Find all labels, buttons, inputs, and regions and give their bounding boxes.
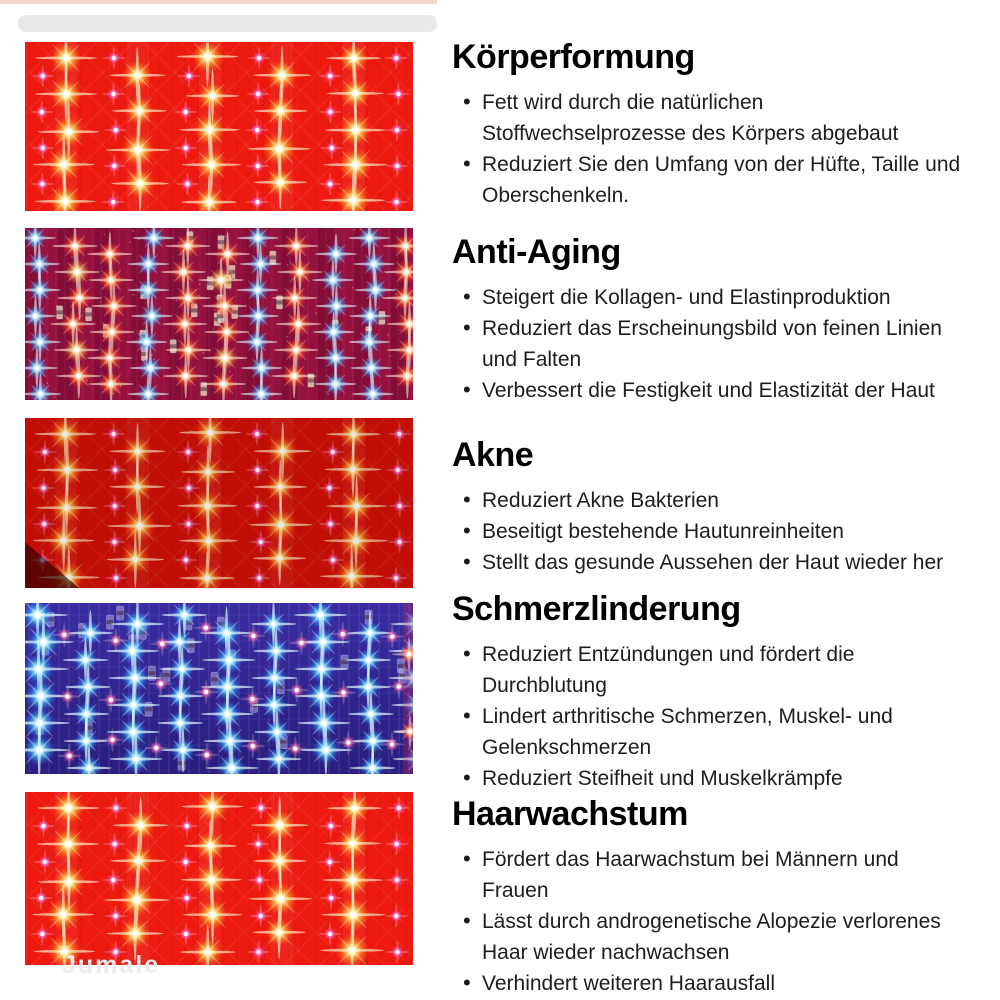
benefit-item: • Verbessert die Festigkeit und Elastizität der Haut — [482, 375, 968, 406]
benefit-item: • Beseitigt bestehende Hautunreinheiten — [482, 516, 968, 547]
section-heading: Akne — [452, 436, 534, 474]
benefit-item: • Fördert das Haarwachstum bei Männern und Frauen — [482, 844, 968, 906]
benefit-item: • Steigert die Kollagen- und Elastinproduktion — [482, 282, 968, 313]
photo-frame-edge — [18, 15, 437, 32]
benefit-list — [452, 639, 968, 794]
led-panel-koerperformung — [25, 42, 413, 211]
led-panel-photo — [25, 792, 413, 965]
brand-watermark: Jumale — [62, 951, 161, 979]
benefit-item: • Reduziert Entzündungen und fördert die Durchblutung — [482, 639, 968, 701]
led-panel-schmerzlinderung — [25, 603, 413, 774]
benefit-list — [452, 485, 968, 578]
section-heading: Haarwachstum — [452, 795, 688, 833]
photo-edge-strip — [0, 0, 437, 4]
section-heading: Anti-Aging — [452, 233, 621, 271]
benefit-list — [452, 844, 968, 999]
section-anti-aging — [452, 232, 968, 406]
benefit-item: • Reduziert Akne Bakterien — [482, 485, 968, 516]
benefit-item: • Reduziert Sie den Umfang von der Hüfte, Taille und Oberschenkeln. — [482, 149, 968, 211]
led-panel-photo — [25, 418, 413, 588]
benefit-list — [452, 87, 968, 211]
led-panel-akne — [25, 418, 413, 588]
benefit-item: • Verhindert weiteren Haarausfall — [482, 968, 968, 999]
led-panel-photo — [25, 603, 413, 774]
benefit-item: • Reduziert das Erscheinungsbild von feinen Linien und Falten — [482, 313, 968, 375]
section-koerperformung — [452, 37, 968, 211]
led-panel-photo — [25, 42, 413, 211]
led-panel-photo — [25, 228, 413, 400]
led-panel-haarwachstum — [25, 792, 413, 965]
section-schmerzlinderung — [452, 589, 968, 794]
benefit-list — [452, 282, 968, 406]
benefit-item: • Lindert arthritische Schmerzen, Muskel- und Gelenkschmerzen — [482, 701, 968, 763]
section-akne — [452, 435, 968, 578]
benefit-item: • Fett wird durch die natürlichen Stoffwechselprozesse des Körpers abgebaut — [482, 87, 968, 149]
benefit-item: • Lässt durch androgenetische Alopezie verlorenes Haar wieder nachwachsen — [482, 906, 968, 968]
section-heading: Körperformung — [452, 38, 695, 76]
section-heading: Schmerzlinderung — [452, 590, 741, 628]
section-haarwachstum — [452, 794, 968, 999]
benefit-item: • Stellt das gesunde Aussehen der Haut wieder her — [482, 547, 968, 578]
led-panel-anti-aging — [25, 228, 413, 400]
benefit-item: • Reduziert Steifheit und Muskelkrämpfe — [482, 763, 968, 794]
